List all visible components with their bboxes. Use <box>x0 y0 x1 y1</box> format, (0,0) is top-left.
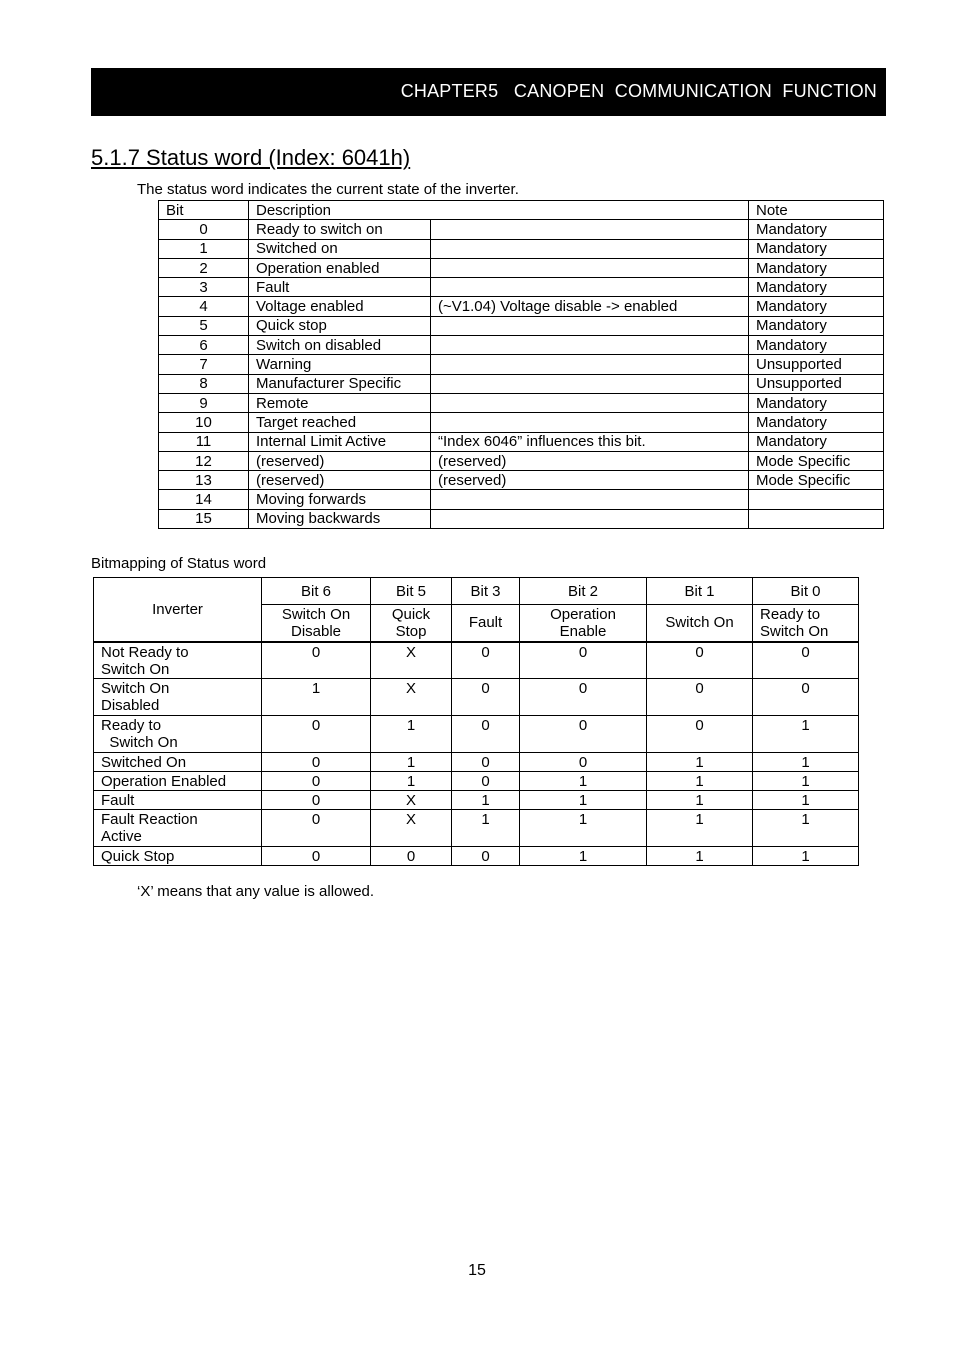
status-row <box>159 432 884 451</box>
bit-value-cell: 1 <box>647 772 753 791</box>
note-cell: Mode Specific <box>749 451 884 470</box>
bit-value-cell: 1 <box>753 753 859 772</box>
inverter-header: Inverter <box>94 578 262 642</box>
bit-cell: 15 <box>159 509 249 528</box>
description-cell: Manufacturer Specific <box>249 374 431 393</box>
status-row <box>159 316 884 335</box>
state-label-line1: Fault Reaction <box>101 811 198 828</box>
bit-header: Bit 0 <box>753 578 859 605</box>
bit-cell: 9 <box>159 393 249 412</box>
bit-value-cell: 1 <box>647 753 753 772</box>
bit-value-cell: 0 <box>520 642 647 679</box>
bit-name-line1: Switch On <box>281 605 351 623</box>
state-label <box>94 772 262 791</box>
description-cell: Operation enabled <box>249 258 431 277</box>
bit-value-cell: 0 <box>452 679 520 716</box>
bit-cell: 1 <box>159 239 249 258</box>
bit-name-line1: Quick <box>391 605 431 623</box>
bit-name-line1: Fault <box>468 614 503 632</box>
description-cell: Voltage enabled <box>249 297 431 316</box>
bitmapping-bit-row <box>94 578 859 605</box>
description-cell: Moving backwards <box>249 509 431 528</box>
bit-value-cell: 1 <box>371 753 452 772</box>
bit-value-cell: 0 <box>452 716 520 753</box>
bit-value-cell: 1 <box>520 791 647 810</box>
note-cell: Mandatory <box>749 278 884 297</box>
state-row <box>94 847 859 866</box>
bit-name-line1: Ready to <box>760 605 821 623</box>
page-number: 15 <box>468 1262 486 1279</box>
bit-value-cell: 1 <box>520 772 647 791</box>
status-row <box>159 393 884 412</box>
bit-name-header <box>262 605 371 642</box>
bit-value-cell: X <box>371 679 452 716</box>
status-row <box>159 509 884 528</box>
description-cell: (reserved) <box>249 471 431 490</box>
bit-value-cell: X <box>371 791 452 810</box>
bit-name-header <box>753 605 859 642</box>
bit-name-line2: Disable <box>290 622 342 640</box>
state-label-line1: Fault <box>101 792 135 809</box>
status-row <box>159 451 884 470</box>
bit-name-line2: Enable <box>559 622 607 640</box>
note-cell: Mandatory <box>749 432 884 451</box>
extra-cell <box>431 336 749 355</box>
state-label <box>94 810 262 847</box>
state-row <box>94 642 859 679</box>
bit-value-cell: 1 <box>753 791 859 810</box>
extra-cell: (reserved) <box>431 471 749 490</box>
bit-value-cell: 1 <box>753 716 859 753</box>
bit-header: Bit 5 <box>371 578 452 605</box>
extra-cell <box>431 316 749 335</box>
status-row <box>159 297 884 316</box>
state-row <box>94 810 859 847</box>
status-row <box>159 258 884 277</box>
bit-cell: 4 <box>159 297 249 316</box>
extra-cell <box>431 509 749 528</box>
extra-cell <box>431 355 749 374</box>
description-cell: (reserved) <box>249 451 431 470</box>
bit-cell: 8 <box>159 374 249 393</box>
bit-name-header <box>520 605 647 642</box>
status-row <box>159 355 884 374</box>
state-label-line1: Quick Stop <box>101 848 175 865</box>
bit-value-cell: X <box>371 642 452 679</box>
bit-value-cell: 0 <box>452 772 520 791</box>
extra-cell: (~V1.04) Voltage disable -> enabled <box>431 297 749 316</box>
bit-value-cell: 0 <box>647 679 753 716</box>
bit-value-cell: 0 <box>262 810 371 847</box>
bit-name-header <box>371 605 452 642</box>
bit-value-cell: 0 <box>262 716 371 753</box>
bit-cell: 5 <box>159 316 249 335</box>
bit-name-header <box>452 605 520 642</box>
chapter-header-bar <box>91 68 886 116</box>
state-label-line1: Not Ready to <box>101 643 189 661</box>
bit-name-header <box>647 605 753 642</box>
bit-cell: 12 <box>159 451 249 470</box>
state-label-line1: Switch On <box>101 680 170 697</box>
bit-cell: 10 <box>159 413 249 432</box>
bit-value-cell: 0 <box>371 847 452 866</box>
bit-header: Bit 1 <box>647 578 753 605</box>
bit-value-cell: 1 <box>452 791 520 810</box>
header-description: Description <box>249 201 749 220</box>
extra-cell <box>431 239 749 258</box>
note-cell <box>749 490 884 509</box>
bit-cell: 3 <box>159 278 249 297</box>
status-row <box>159 220 884 239</box>
state-label-line2: Disabled <box>101 697 160 714</box>
state-label <box>94 847 262 866</box>
bit-value-cell: 1 <box>753 772 859 791</box>
description-cell: Target reached <box>249 413 431 432</box>
state-label-line2: Switch On <box>101 734 178 751</box>
description-cell: Ready to switch on <box>249 220 431 239</box>
header-bit: Bit <box>159 201 249 220</box>
note-cell: Mandatory <box>749 239 884 258</box>
description-cell: Moving forwards <box>249 490 431 509</box>
status-word-table <box>158 200 884 529</box>
note-cell: Mandatory <box>749 336 884 355</box>
extra-cell: “Index 6046” influences this bit. <box>431 432 749 451</box>
description-cell: Warning <box>249 355 431 374</box>
bit-value-cell: 0 <box>520 716 647 753</box>
bit-name-line1: Operation <box>550 605 616 623</box>
bit-value-cell: 1 <box>262 679 371 716</box>
bit-header: Bit 2 <box>520 578 647 605</box>
status-table-header-row <box>159 201 884 220</box>
header-note: Note <box>749 201 884 220</box>
state-row <box>94 753 859 772</box>
state-label <box>94 716 262 753</box>
bit-value-cell: 1 <box>753 810 859 847</box>
bit-cell: 14 <box>159 490 249 509</box>
description-cell: Quick stop <box>249 316 431 335</box>
note-cell: Unsupported <box>749 355 884 374</box>
note-cell <box>749 509 884 528</box>
bitmapping-label: Bitmapping of Status word <box>91 555 267 572</box>
note-cell: Unsupported <box>749 374 884 393</box>
description-cell: Fault <box>249 278 431 297</box>
x-note: ‘X’ means that any value is allowed. <box>137 883 375 900</box>
bit-value-cell: 1 <box>753 847 859 866</box>
bit-value-cell: 1 <box>371 772 452 791</box>
bit-value-cell: 0 <box>753 679 859 716</box>
bit-cell: 6 <box>159 336 249 355</box>
state-row <box>94 716 859 753</box>
bit-value-cell: 0 <box>520 679 647 716</box>
note-cell: Mandatory <box>749 220 884 239</box>
bit-value-cell: 0 <box>262 772 371 791</box>
state-label <box>94 642 262 679</box>
state-label <box>94 791 262 810</box>
description-cell: Switched on <box>249 239 431 258</box>
extra-cell <box>431 220 749 239</box>
chapter-title: CHAPTER5 CANOPEN COMMUNICATION FUNCTION <box>400 81 877 101</box>
state-label-line2: Active <box>101 828 142 845</box>
bit-cell: 7 <box>159 355 249 374</box>
intro-text: The status word indicates the current state of the inverter. <box>137 181 519 198</box>
bit-value-cell: 0 <box>262 791 371 810</box>
extra-cell <box>431 374 749 393</box>
bit-value-cell: 1 <box>371 716 452 753</box>
bit-value-cell: 0 <box>262 753 371 772</box>
bit-value-cell: 0 <box>262 847 371 866</box>
bit-cell: 2 <box>159 258 249 277</box>
description-cell: Switch on disabled <box>249 336 431 355</box>
note-cell: Mandatory <box>749 413 884 432</box>
extra-cell <box>431 278 749 297</box>
note-cell: Mandatory <box>749 393 884 412</box>
state-row <box>94 679 859 716</box>
status-row <box>159 336 884 355</box>
extra-cell: (reserved) <box>431 451 749 470</box>
section-title: 5.1.7 Status word (Index: 6041h) <box>91 145 411 170</box>
bit-value-cell: 1 <box>647 810 753 847</box>
state-row <box>94 772 859 791</box>
bit-value-cell: 1 <box>452 810 520 847</box>
bit-value-cell: 1 <box>647 791 753 810</box>
state-label <box>94 679 262 716</box>
bit-value-cell: 0 <box>753 642 859 679</box>
bit-name-line2: Stop <box>395 622 427 640</box>
status-row <box>159 471 884 490</box>
bit-value-cell: 0 <box>452 642 520 679</box>
state-label-line2: Switch On <box>101 660 170 678</box>
bit-value-cell: 0 <box>647 642 753 679</box>
bit-header: Bit 3 <box>452 578 520 605</box>
bit-value-cell: 1 <box>647 847 753 866</box>
state-label-line1: Ready to <box>101 717 162 734</box>
bit-value-cell: 0 <box>520 753 647 772</box>
bit-value-cell: 0 <box>647 716 753 753</box>
bit-name-line2: Switch On <box>760 622 829 640</box>
bitmapping-table <box>93 577 859 866</box>
state-label-line1: Switched On <box>101 754 187 771</box>
description-cell: Remote <box>249 393 431 412</box>
status-row <box>159 278 884 297</box>
state-row <box>94 791 859 810</box>
note-cell: Mandatory <box>749 258 884 277</box>
state-label <box>94 753 262 772</box>
bit-value-cell: 0 <box>262 642 371 679</box>
bit-value-cell: 1 <box>520 847 647 866</box>
bit-header: Bit 6 <box>262 578 371 605</box>
bit-cell: 13 <box>159 471 249 490</box>
extra-cell <box>431 490 749 509</box>
note-cell: Mode Specific <box>749 471 884 490</box>
note-cell: Mandatory <box>749 297 884 316</box>
note-cell: Mandatory <box>749 316 884 335</box>
description-cell: Internal Limit Active <box>249 432 431 451</box>
bit-name-line1: Switch On <box>665 614 734 632</box>
bit-cell: 0 <box>159 220 249 239</box>
bit-value-cell: 0 <box>452 847 520 866</box>
state-label-line1: Operation Enabled <box>101 773 227 790</box>
status-row <box>159 490 884 509</box>
status-row <box>159 374 884 393</box>
status-row <box>159 239 884 258</box>
extra-cell <box>431 393 749 412</box>
extra-cell <box>431 413 749 432</box>
bit-value-cell: 0 <box>452 753 520 772</box>
bit-value-cell: 1 <box>520 810 647 847</box>
extra-cell <box>431 258 749 277</box>
status-row <box>159 413 884 432</box>
bit-cell: 11 <box>159 432 249 451</box>
bit-value-cell: X <box>371 810 452 847</box>
